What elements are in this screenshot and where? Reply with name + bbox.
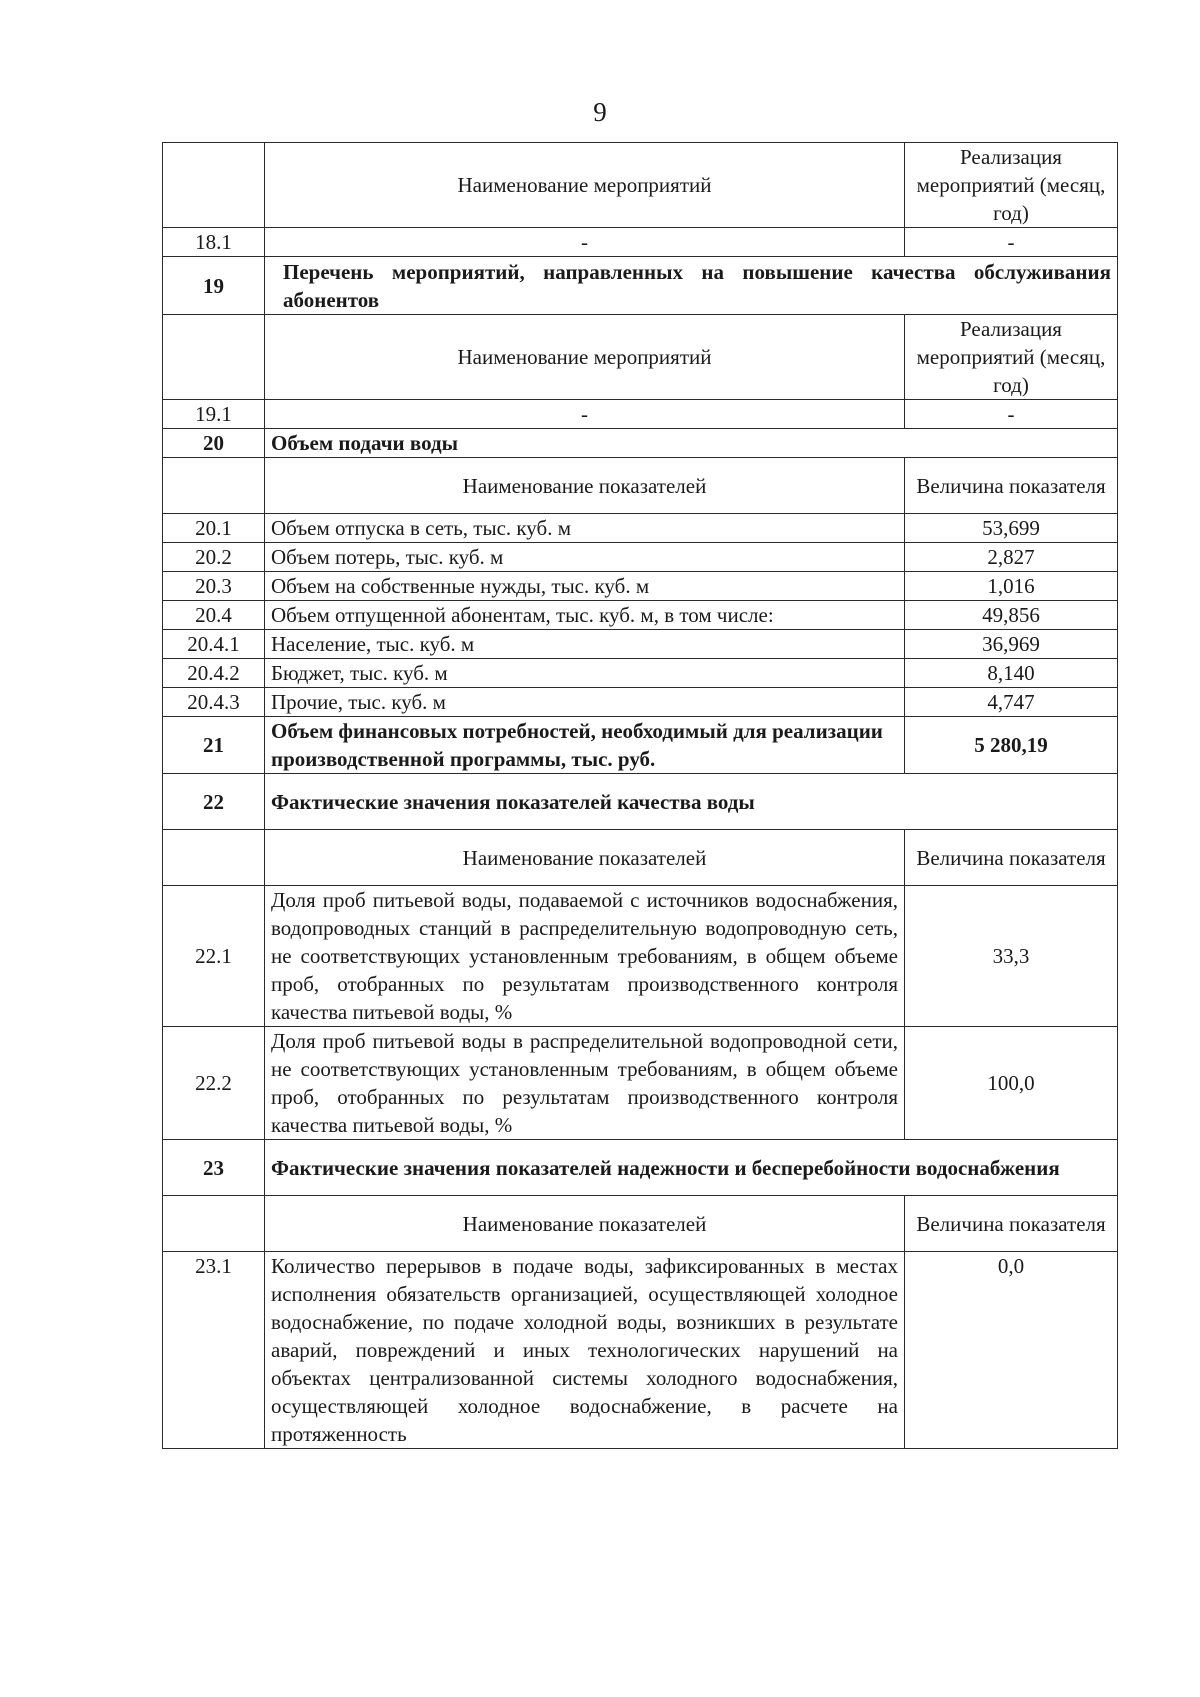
events-header-row [163, 315, 1118, 400]
row-name: Бюджет, тыс. куб. м [265, 659, 905, 688]
financial-needs-value: 5 280,19 [905, 717, 1118, 774]
table-row [163, 601, 1118, 630]
row-number: 23.1 [163, 1252, 265, 1449]
program-table [162, 142, 1118, 1449]
row-name: Количество перерывов в подаче воды, зафиксированных в местах исполнения обязательств организацией, осуществляющей холодное водоснабжение, по подаче холодной воды, возникших в результате аварий, повреждений и иных технологических нарушений на объектах централизованной системы холодного водоснабжения, осуществляющей холодное водоснабжение, в расчете на протяженность [265, 1252, 905, 1449]
table-row [163, 228, 1118, 257]
row-number: 22.2 [163, 1027, 265, 1140]
section-row [163, 1140, 1118, 1196]
section-number: 23 [163, 1140, 265, 1196]
row-value: 4,747 [905, 688, 1118, 717]
row-name: - [265, 400, 905, 429]
row-number: 20.4.3 [163, 688, 265, 717]
page-number: 9 [593, 97, 607, 127]
row-name: Доля проб питьевой воды, подаваемой с источников водоснабжения, водопроводных станций в распределительную водопроводную сеть, не соответствующих установленным требованиям, в общем объеме проб, отобранных по результатам производственного контроля качества питьевой воды, % [265, 886, 905, 1027]
row-value: 0,0 [905, 1252, 1118, 1449]
table-row [163, 630, 1118, 659]
header-num-cell [163, 830, 265, 886]
row-value: 49,856 [905, 601, 1118, 630]
section-row [163, 257, 1118, 315]
row-value: 8,140 [905, 659, 1118, 688]
row-name: Объем отпущенной абонентам, тыс. куб. м, в том числе: [265, 601, 905, 630]
header-num-cell [163, 1196, 265, 1252]
table-row [163, 400, 1118, 429]
row-name: - [265, 228, 905, 257]
header-num-cell [163, 143, 265, 228]
row-number: 20.4.1 [163, 630, 265, 659]
row-value: - [905, 228, 1118, 257]
section-title: Фактические значения показателей качества воды [265, 774, 1118, 830]
financial-needs-label: Объем финансовых потребностей, необходимый для реализации производственной программы, тыс. руб. [265, 717, 905, 774]
table-row [163, 572, 1118, 601]
table-row [163, 543, 1118, 572]
header-num-cell [163, 315, 265, 400]
table-row [163, 514, 1118, 543]
row-number: 20.3 [163, 572, 265, 601]
row-name: Население, тыс. куб. м [265, 630, 905, 659]
section-number: 19 [163, 257, 265, 315]
row-value: 53,699 [905, 514, 1118, 543]
table-row [163, 1027, 1118, 1140]
indicators-header-row [163, 458, 1118, 514]
row-value: 36,969 [905, 630, 1118, 659]
section-row [163, 774, 1118, 830]
row-name: Прочие, тыс. куб. м [265, 688, 905, 717]
row-number: 20.4.2 [163, 659, 265, 688]
row-number: 22.1 [163, 886, 265, 1027]
header-indicators-value: Величина показателя [905, 830, 1118, 886]
header-indicators-value: Величина показателя [905, 458, 1118, 514]
row-number: 19.1 [163, 400, 265, 429]
section-title: Перечень мероприятий, направленных на повышение качества обслуживания абонентов [265, 257, 1118, 315]
row-value: 1,016 [905, 572, 1118, 601]
header-indicators-name: Наименование показателей [265, 1196, 905, 1252]
row-number: 20.2 [163, 543, 265, 572]
table-row [163, 659, 1118, 688]
row-name: Объем на собственные нужды, тыс. куб. м [265, 572, 905, 601]
row-number: 20.4 [163, 601, 265, 630]
header-num-cell [163, 458, 265, 514]
header-indicators-value: Величина показателя [905, 1196, 1118, 1252]
row-name: Объем потерь, тыс. куб. м [265, 543, 905, 572]
indicators-header-row [163, 830, 1118, 886]
row-number: 18.1 [163, 228, 265, 257]
header-indicators-name: Наименование показателей [265, 830, 905, 886]
row-name: Объем отпуска в сеть, тыс. куб. м [265, 514, 905, 543]
row-number: 20.1 [163, 514, 265, 543]
row-value: 33,3 [905, 886, 1118, 1027]
header-indicators-name: Наименование показателей [265, 458, 905, 514]
section-number: 21 [163, 717, 265, 774]
header-events-name: Наименование мероприятий [265, 143, 905, 228]
row-name: Доля проб питьевой воды в распределительной водопроводной сети, не соответствующих установленным требованиям, в общем объеме проб, отобранных по результатам производственного контроля качества питьевой воды, % [265, 1027, 905, 1140]
section-row [163, 429, 1118, 458]
table-row [163, 688, 1118, 717]
header-events-realization: Реализация мероприятий (месяц, год) [905, 315, 1118, 400]
section-row [163, 717, 1118, 774]
table-row [163, 1252, 1118, 1449]
section-number: 22 [163, 774, 265, 830]
section-title: Фактические значения показателей надежности и бесперебойности водоснабжения [265, 1140, 1118, 1196]
indicators-header-row [163, 1196, 1118, 1252]
header-events-name: Наименование мероприятий [265, 315, 905, 400]
row-value: 100,0 [905, 1027, 1118, 1140]
table-row [163, 886, 1118, 1027]
section-number: 20 [163, 429, 265, 458]
row-value: 2,827 [905, 543, 1118, 572]
header-events-realization: Реализация мероприятий (месяц, год) [905, 143, 1118, 228]
events-header-row [163, 143, 1118, 228]
row-value: - [905, 400, 1118, 429]
section-title: Объем подачи воды [265, 429, 1118, 458]
